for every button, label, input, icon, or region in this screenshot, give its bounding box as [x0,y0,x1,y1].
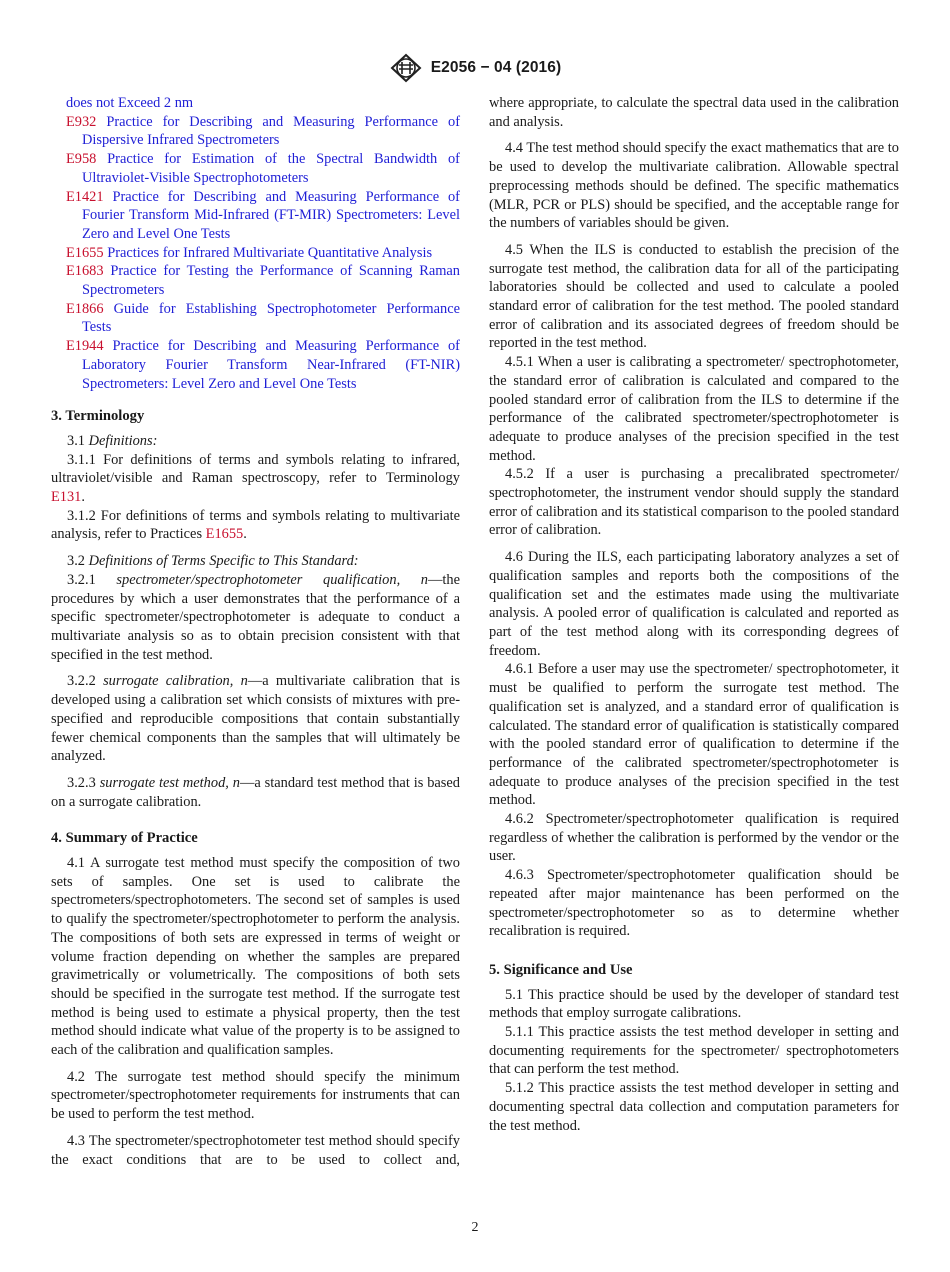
section-3-heading: 3. Terminology [51,408,145,425]
left-column [51,94,460,1169]
para-4-3: 4.3 The spectrometer/spectrophotometer test method should specify the exact conditions that are to be used to collect and, [51,1132,460,1168]
reference-item[interactable] [51,244,460,263]
reference-code[interactable]: E1421 [66,188,104,205]
link-e1655[interactable]: E1655 [205,526,244,543]
reference-code[interactable]: E1683 [66,263,104,280]
page-header [0,52,950,84]
para-3-1-2: 3.1.2 For definitions of terms and symbols relating to multivariate analysis, refer to Practices E1655. [51,507,460,543]
para-4-5-1: 4.5.1 When a user is calibrating a spectrometer/ spectrophotometer, the standard error of calibration is calculated and compared to the pooled standard error of calibration from the ILS to determine if the performance of the calibrated spectrometer/spectrophotometer is adequate to produce analyses of the precision specified in the test method. [489,354,899,464]
section-5-heading: 5. Significance and Use [489,961,633,978]
astm-logo-icon [389,53,423,83]
reference-code[interactable]: E932 [66,113,97,130]
reference-item[interactable] [51,188,460,244]
reference-title[interactable]: Practice for Estimation of the Spectral Bandwidth of Ultraviolet-Visible Spectrophotometers [82,151,460,186]
para-3-2: 3.2 Definitions of Terms Specific to This Standard: [67,553,359,570]
para-3-2-3: 3.2.3 surrogate test method, n—a standard test method that is based on a surrogate calibration. [51,774,460,810]
para-4-6-2: 4.6.2 Spectrometer/spectrophotometer qualification is required regardless of whether the calibration is performed by the vendor or the user. [489,811,899,865]
reference-title[interactable]: Guide for Establishing Spectrophotometer Performance Tests [82,300,460,336]
para-4-5-2: 4.5.2 If a user is purchasing a precalibrated spectrometer/ spectrophotometer, the instrument vendor should supply the standard error of calibration and its statistical comparison to the pooled standard error of calibration. [489,466,900,539]
reference-code[interactable]: E1944 [66,338,104,355]
para-3-1: 3.1 Definitions: [67,432,158,449]
para-4-6-3: 4.6.3 Spectrometer/spectrophotometer qualification should be repeated after major maintenance has been performed on the spectrometer/spectrophotometer so as to determine whether recalibration is required. [489,867,899,940]
para-5-1-2: 5.1.2 This practice assists the test method developer in setting and documenting spectral data collection and computation parameters for the test method. [489,1080,899,1134]
para-4-2: 4.2 The surrogate test method should specify the minimum spectrometer/spectrophotometer requirements for instruments that can be used to perform the test method. [51,1068,460,1123]
reference-item[interactable] [51,262,460,299]
reference-title[interactable]: Practice for Describing and Measuring Performance of Laboratory Fourier Transform Near-Infrared (FT-NIR) Spectrometers: Level Zero and Level One Tests [82,338,460,392]
para-3-2-1: 3.2.1 spectrometer/spectrophotometer qualification, n—the procedures by which a user demonstrates that the performance of a specific spectrometer/spectrophotometer is adequate to conduct a multivariate analysis so as to obtain precision consistent with that specified in the test method. [51,571,460,663]
link-e131[interactable]: E131 [51,489,82,506]
reference-item[interactable] [51,337,460,393]
section-4-heading: 4. Summary of Practice [51,830,198,847]
para-5-1-1: 5.1.1 This practice assists the test method developer in setting and documenting requirements for the spectrometer/ spectrophotometers that can perform the test method. [489,1024,899,1078]
reference-title[interactable]: does not Exceed 2 nm [66,95,194,111]
para-4-1: 4.1 A surrogate test method must specify the composition of two sets of samples. One set is used to calibrate the spectrometers/spectrophotometers. The second set of samples is used to qualify the spectrometer/spectrophotometer to perform the analysis. The compositions of both sets are expressed in terms of weight or volume fraction depending on whether the samples are prepared gravimetrically or volumetrically. The compositions of both sets should be specified in the surrogate test method. If the surrogate test method is being used to estimate a physical property, then the test method should indicate what value of the property is to be assigned to each of the calibration and qualification samples. [51,855,460,1059]
reference-title[interactable]: Practice for Describing and Measuring Performance of Fourier Transform Mid-Infrared (FT-MIR) Spectrometers: Level Zero and Level One Tests [82,188,460,242]
reference-code[interactable]: E1655 [66,244,104,261]
para-5-1: 5.1 This practice should be used by the developer of standard test methods that employ surrogate calibrations. [489,986,899,1022]
referenced-documents-list [51,94,460,393]
reference-title[interactable]: Practices for Infrared Multivariate Quantitative Analysis [107,244,433,261]
para-4-5: 4.5 When the ILS is conducted to establish the precision of the surrogate test method, the calibration data for all of the participating laboratories should be collected and used to calculate a pooled standard error of calibration for the test method. The pooled standard error of calibration and its associated degrees of freedom should be reported in the test method. [489,241,899,352]
reference-item[interactable] [51,150,460,187]
reference-code[interactable]: E1866 [66,300,104,317]
para-4-3-cont: where appropriate, to calculate the spectral data used in the calibration and analysis. [489,95,899,130]
para-4-6: 4.6 During the ILS, each participating laboratory analyzes a set of qualification samples and reports both the compositions of the qualification set and the estimates made using the multivariate analysis. A pooled error of qualification is calculated and reported as part of the test method along with its corresponding degrees of freedom. [489,549,899,659]
reference-title[interactable]: Practice for Testing the Performance of Scanning Raman Spectrometers [82,263,460,299]
document-id: E2056 − 04 (2016) [430,59,562,76]
reference-item[interactable] [51,94,460,113]
right-column [489,94,899,1135]
reference-item[interactable] [51,300,460,337]
para-4-6-1: 4.6.1 Before a user may use the spectrometer/ spectrophotometer, it must be qualified to perform the surrogate test method. The qualification set is analyzed, and a standard error of qualification is calculated. The standard error of qualification is statistically compared with the pooled standard error of qualification to determine if the performance of the calibrated spectrometer/spectrophotometer is adequate to produce analyses of the precision specified in the test method. [489,661,899,809]
reference-item[interactable] [51,113,460,150]
reference-code[interactable]: E958 [66,151,97,168]
para-4-4: 4.4 The test method should specify the exact mathematics that are to be used to develop the multivariate calibration. Allowable spectral preprocessing methods should be defined. The specific mathematics (MLR, PCR or PLS) should be specified, and the acceptable range for the numbers of variables should be given. [489,140,899,232]
reference-title[interactable]: Practice for Describing and Measuring Performance of Dispersive Infrared Spectrometers [82,113,460,149]
para-3-2-2: 3.2.2 surrogate calibration, n—a multivariate calibration that is developed using a calibration set which consists of mixtures with pre-specified and reproducible compositions that contain substantially fewer chemical components than the samples that will ultimately be analyzed. [51,673,460,765]
page-number: 2 [471,1220,479,1235]
para-3-1-1: 3.1.1 For definitions of terms and symbols relating to infrared, ultraviolet/visible and Raman spectroscopy, refer to Terminology E131. [51,451,460,506]
